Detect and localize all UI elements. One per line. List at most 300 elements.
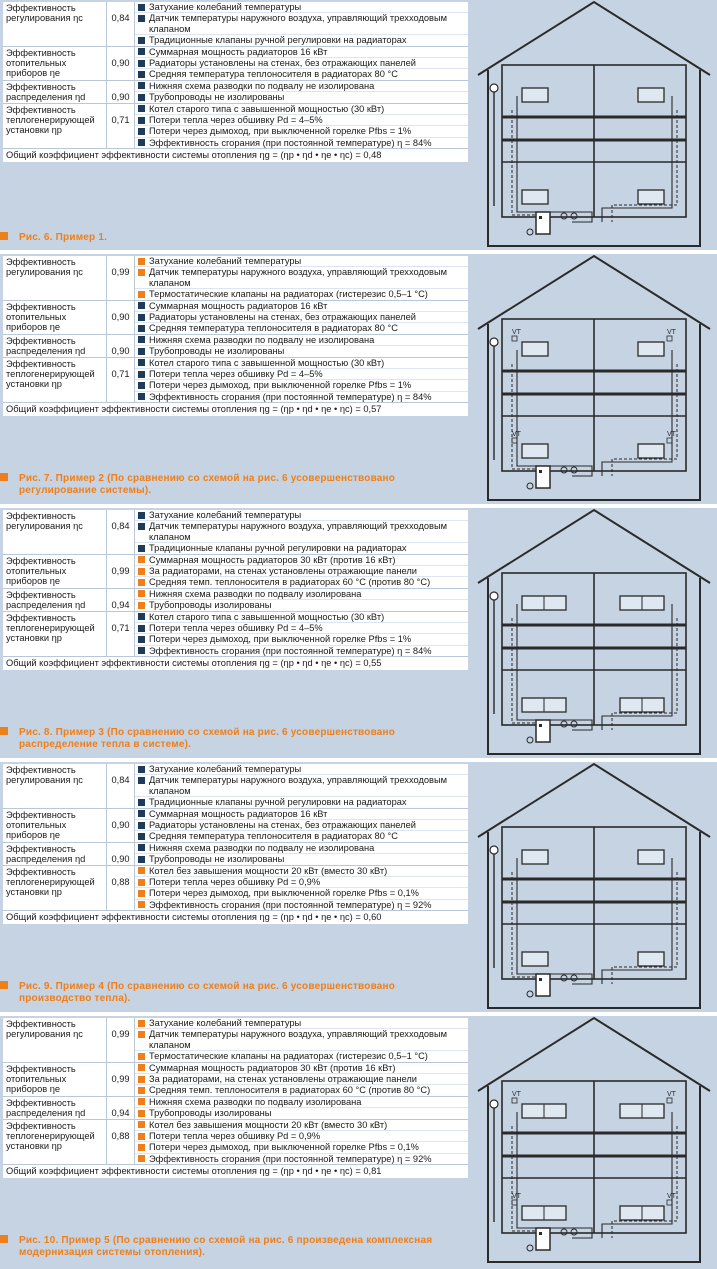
item-text: Затухание колебаний температуры bbox=[149, 764, 302, 774]
row-value: 0,71 bbox=[106, 104, 135, 149]
list-item bbox=[135, 775, 468, 797]
roof-outline bbox=[478, 1018, 710, 1091]
item-text: Трубопроводы не изолированы bbox=[149, 346, 285, 357]
list-item bbox=[135, 256, 468, 267]
table-row bbox=[3, 1063, 468, 1097]
item-text: Термостатические клапаны на радиаторах (гистерезис 0,5–1 °С) bbox=[149, 1051, 428, 1062]
row-label: Эффективность регулирования ηc bbox=[6, 257, 83, 278]
square-bullet-icon bbox=[138, 568, 145, 575]
square-bullet-icon bbox=[138, 1053, 145, 1060]
list-item bbox=[135, 138, 468, 148]
row-value: 0,90 bbox=[106, 843, 135, 865]
row-items bbox=[135, 47, 468, 80]
item-text: Эффективность сгорания (при постоянной температуре) η = 84% bbox=[149, 645, 432, 656]
item-text: Эффективность сгорания (при постоянной температуре) η = 84% bbox=[149, 391, 432, 402]
thermostatic-valve-label: VT bbox=[512, 431, 521, 438]
list-item bbox=[135, 1018, 468, 1029]
square-marker-icon bbox=[0, 981, 8, 989]
list-item bbox=[135, 289, 468, 299]
item-text: Датчик температуры наружного воздуха, управляющий трехходовым клапаном bbox=[149, 521, 448, 542]
square-bullet-icon bbox=[138, 302, 145, 309]
list-item bbox=[135, 1108, 468, 1118]
item-text: Трубопроводы не изолированы bbox=[149, 854, 285, 865]
roof-outline bbox=[478, 510, 710, 583]
item-text: Потери через дымоход, при выключенной горелке Pfbs = 0,1% bbox=[149, 1142, 419, 1153]
list-item bbox=[135, 1142, 468, 1153]
list-item bbox=[135, 312, 468, 323]
thermostatic-valve-icon bbox=[667, 1200, 672, 1205]
item-text: Эффективность сгорания (при постоянной температуре) η = 92% bbox=[149, 899, 432, 910]
item-text: Радиаторы установлены на стенах, без отражающих панелей bbox=[149, 58, 416, 69]
table-row bbox=[3, 612, 468, 658]
list-item bbox=[135, 301, 468, 312]
item-text: Затухание колебаний температуры bbox=[149, 256, 302, 266]
efficiency-table bbox=[3, 510, 468, 670]
item-text: Потери тепла через обшивку Pd = 0,9% bbox=[149, 877, 321, 888]
item-text: Потери тепла через обшивку Pd = 0,9% bbox=[149, 1131, 321, 1142]
return-pipe bbox=[612, 872, 677, 984]
square-bullet-icon bbox=[138, 48, 145, 55]
mixing-valve-icon bbox=[571, 1229, 577, 1235]
list-item bbox=[135, 267, 468, 289]
square-bullet-icon bbox=[138, 325, 145, 332]
three-way-valve-icon bbox=[561, 975, 567, 981]
square-bullet-icon bbox=[138, 269, 145, 276]
square-bullet-icon bbox=[138, 291, 145, 298]
square-bullet-icon bbox=[138, 1155, 145, 1162]
table-row bbox=[3, 1097, 468, 1120]
square-bullet-icon bbox=[138, 844, 145, 851]
radiator-icon bbox=[522, 850, 548, 864]
square-bullet-icon bbox=[138, 71, 145, 78]
list-item bbox=[135, 335, 468, 346]
square-bullet-icon bbox=[138, 382, 145, 389]
figure-caption: Рис. 6. Пример 1. bbox=[19, 232, 439, 244]
table-row bbox=[3, 2, 468, 47]
return-pipe bbox=[612, 1126, 677, 1238]
square-bullet-icon bbox=[138, 371, 145, 378]
square-bullet-icon bbox=[138, 833, 145, 840]
row-value: 0,71 bbox=[106, 358, 135, 403]
item-text: Трубопроводы изолированы bbox=[149, 1108, 272, 1119]
boiler-indicator bbox=[539, 1232, 542, 1235]
house-heating-diagram bbox=[472, 0, 716, 250]
thermostatic-valve-icon bbox=[667, 438, 672, 443]
item-text: Суммарная мощность радиаторов 30 кВт (против 16 кВт) bbox=[149, 1062, 396, 1073]
square-bullet-icon bbox=[138, 1121, 145, 1128]
item-text: Затухание колебаний температуры bbox=[149, 510, 302, 520]
efficiency-table bbox=[3, 1018, 468, 1178]
item-text: Котел без завышения мощности 20 кВт (вместо 30 кВт) bbox=[149, 1119, 388, 1130]
row-value: 0,94 bbox=[106, 589, 135, 611]
pump-icon bbox=[527, 483, 533, 489]
square-bullet-icon bbox=[138, 1031, 145, 1038]
row-value: 0,90 bbox=[106, 47, 135, 80]
square-bullet-icon bbox=[138, 879, 145, 886]
row-label: Эффективность отопительных приборов ηe bbox=[6, 301, 76, 333]
list-item bbox=[135, 92, 468, 102]
list-item bbox=[135, 47, 468, 58]
example-panel bbox=[0, 0, 717, 250]
thermostatic-valve-icon bbox=[512, 1098, 517, 1103]
square-bullet-icon bbox=[138, 393, 145, 400]
item-text: Нижняя схема разводки по подвалу не изолирована bbox=[149, 80, 375, 91]
row-value: 0,90 bbox=[106, 301, 135, 334]
figure-caption: Рис. 7. Пример 2 (По сравнению со схемой на рис. 6 усовершенствовано регулирование системы). bbox=[19, 473, 439, 497]
table-row bbox=[3, 510, 468, 555]
list-item bbox=[135, 1074, 468, 1085]
list-item bbox=[135, 35, 468, 45]
list-item bbox=[135, 1063, 468, 1074]
example-panel bbox=[0, 254, 717, 504]
efficiency-table bbox=[3, 2, 468, 162]
table-row bbox=[3, 81, 468, 104]
item-text: За радиаторами, на стенах установлены отражающие панели bbox=[149, 566, 417, 577]
item-text: Датчик температуры наружного воздуха, управляющий трехходовым клапаном bbox=[149, 1029, 448, 1050]
square-bullet-icon bbox=[138, 512, 145, 519]
square-bullet-icon bbox=[138, 625, 145, 632]
row-label: Эффективность отопительных приборов ηe bbox=[6, 1063, 76, 1095]
row-value: 0,71 bbox=[106, 612, 135, 657]
square-bullet-icon bbox=[138, 579, 145, 586]
square-bullet-icon bbox=[138, 523, 145, 530]
row-value: 0,99 bbox=[106, 555, 135, 588]
item-text: Котел старого типа с завышенной мощностью (30 кВт) bbox=[149, 357, 385, 368]
square-bullet-icon bbox=[138, 117, 145, 124]
table-row bbox=[3, 589, 468, 612]
row-items bbox=[135, 764, 468, 808]
square-bullet-icon bbox=[138, 1110, 145, 1117]
example-panel bbox=[0, 508, 717, 758]
roof-outline bbox=[478, 256, 710, 329]
square-bullet-icon bbox=[138, 890, 145, 897]
square-bullet-icon bbox=[138, 258, 145, 265]
item-text: Трубопроводы изолированы bbox=[149, 600, 272, 611]
row-items bbox=[135, 301, 468, 334]
square-bullet-icon bbox=[138, 647, 145, 654]
row-label: Эффективность регулирования ηc bbox=[6, 3, 83, 24]
square-marker-icon bbox=[0, 727, 8, 735]
item-text: Традиционные клапаны ручной регулировки на радиаторах bbox=[149, 797, 407, 808]
item-text: Средняя температура теплоносителя в радиаторах 80 °С bbox=[149, 831, 398, 842]
thermostatic-valve-icon bbox=[512, 1200, 517, 1205]
row-label: Эффективность распределения ηd bbox=[6, 843, 86, 865]
table-row bbox=[3, 809, 468, 843]
square-bullet-icon bbox=[138, 1087, 145, 1094]
pump-icon bbox=[527, 737, 533, 743]
row-items bbox=[135, 809, 468, 842]
row-items bbox=[135, 335, 468, 357]
square-bullet-icon bbox=[138, 359, 145, 366]
row-items bbox=[135, 256, 468, 300]
boiler-indicator bbox=[539, 978, 542, 981]
radiator-icon bbox=[522, 342, 548, 356]
mixing-valve-icon bbox=[571, 213, 577, 219]
item-text: Потери через дымоход, при выключенной горелке Pfbs = 1% bbox=[149, 634, 412, 645]
square-bullet-icon bbox=[138, 348, 145, 355]
thermostatic-valve-icon bbox=[667, 1098, 672, 1103]
row-value: 0,90 bbox=[106, 809, 135, 842]
list-item bbox=[135, 369, 468, 380]
radiator-icon bbox=[638, 952, 664, 966]
row-label: Эффективность отопительных приборов ηe bbox=[6, 809, 76, 841]
row-items bbox=[135, 843, 468, 865]
item-text: Суммарная мощность радиаторов 16 кВт bbox=[149, 300, 328, 311]
three-way-valve-icon bbox=[561, 213, 567, 219]
table-row bbox=[3, 843, 468, 866]
outdoor-sensor-icon bbox=[490, 592, 498, 600]
boiler-icon bbox=[536, 1228, 550, 1250]
square-bullet-icon bbox=[138, 1020, 145, 1027]
list-item bbox=[135, 13, 468, 35]
row-value: 0,84 bbox=[106, 510, 135, 554]
list-item bbox=[135, 555, 468, 566]
item-text: Эффективность сгорания (при постоянной температуре) η = 84% bbox=[149, 137, 432, 148]
list-item bbox=[135, 797, 468, 807]
list-item bbox=[135, 831, 468, 841]
boiler-icon bbox=[536, 212, 550, 234]
boiler-indicator bbox=[539, 216, 542, 219]
square-bullet-icon bbox=[138, 867, 145, 874]
list-item bbox=[135, 1051, 468, 1061]
house-heating-diagram bbox=[472, 762, 716, 1012]
square-bullet-icon bbox=[138, 37, 145, 44]
row-value: 0,99 bbox=[106, 1063, 135, 1096]
radiator-icon bbox=[522, 88, 548, 102]
row-label: Эффективность теплогенерирующей установки ηp bbox=[6, 358, 95, 390]
square-bullet-icon bbox=[138, 4, 145, 11]
table-row bbox=[3, 1120, 468, 1166]
item-text: Нижняя схема разводки по подвалу изолирована bbox=[149, 588, 362, 599]
row-value: 0,84 bbox=[106, 764, 135, 808]
item-text: Потери тепла через обшивку Pd = 4–5% bbox=[149, 369, 323, 380]
table-row bbox=[3, 335, 468, 358]
three-way-valve-icon bbox=[561, 721, 567, 727]
item-text: Нижняя схема разводки по подвалу не изолирована bbox=[149, 842, 375, 853]
thermostatic-valve-label: VT bbox=[512, 1193, 521, 1200]
list-item bbox=[135, 1154, 468, 1164]
row-value: 0,99 bbox=[106, 1018, 135, 1062]
list-item bbox=[135, 1029, 468, 1051]
boiler-indicator bbox=[539, 724, 542, 727]
item-text: Средняя темп. теплоносителя в радиаторах 60 °С (против 80 °С) bbox=[149, 1085, 431, 1096]
figure-caption: Рис. 9. Пример 4 (По сравнению со схемой на рис. 6 усовершенствовано производство тепла). bbox=[19, 981, 439, 1005]
list-item bbox=[135, 2, 468, 13]
row-label: Эффективность отопительных приборов ηe bbox=[6, 47, 76, 79]
table-row bbox=[3, 1018, 468, 1063]
item-text: Датчик температуры наружного воздуха, управляющий трехходовым клапаном bbox=[149, 775, 448, 796]
item-text: Нижняя схема разводки по подвалу не изолирована bbox=[149, 334, 375, 345]
pump-icon bbox=[527, 229, 533, 235]
row-items bbox=[135, 1018, 468, 1062]
row-value: 0,90 bbox=[106, 81, 135, 103]
square-bullet-icon bbox=[138, 799, 145, 806]
square-marker-icon bbox=[0, 1235, 8, 1243]
list-item bbox=[135, 877, 468, 888]
radiator-icon bbox=[522, 444, 548, 458]
square-bullet-icon bbox=[138, 336, 145, 343]
square-bullet-icon bbox=[138, 1098, 145, 1105]
list-item bbox=[135, 612, 468, 623]
total-efficiency-row: Общий коэффициент эффективности системы отопления ηg = (ηp • ηd • ηe • ηc) = 0,55 bbox=[6, 658, 382, 669]
item-text: Суммарная мощность радиаторов 30 кВт (против 16 кВт) bbox=[149, 554, 396, 565]
thermostatic-valve-icon bbox=[512, 438, 517, 443]
item-text: Термостатические клапаны на радиаторах (гистерезис 0,5–1 °С) bbox=[149, 289, 428, 300]
return-pipe bbox=[612, 618, 677, 730]
square-bullet-icon bbox=[138, 590, 145, 597]
square-bullet-icon bbox=[138, 105, 145, 112]
square-bullet-icon bbox=[138, 856, 145, 863]
list-item bbox=[135, 866, 468, 877]
total-efficiency-row: Общий коэффициент эффективности системы отопления ηg = (ηp • ηd • ηe • ηc) = 0,48 bbox=[6, 150, 382, 161]
list-item bbox=[135, 566, 468, 577]
mixing-valve-icon bbox=[571, 975, 577, 981]
item-text: Средняя темп. теплоносителя в радиаторах 60 °С (против 80 °С) bbox=[149, 577, 431, 588]
thermostatic-valve-icon bbox=[512, 336, 517, 341]
list-item bbox=[135, 843, 468, 854]
item-text: Затухание колебаний температуры bbox=[149, 1018, 302, 1028]
mixing-valve-icon bbox=[571, 721, 577, 727]
row-label: Эффективность распределения ηd bbox=[6, 589, 86, 611]
return-pipe bbox=[612, 364, 677, 476]
list-item bbox=[135, 1131, 468, 1142]
table-row bbox=[3, 866, 468, 912]
square-bullet-icon bbox=[138, 128, 145, 135]
list-item bbox=[135, 888, 468, 899]
item-text: Традиционные клапаны ручной регулировки на радиаторах bbox=[149, 35, 407, 46]
list-item bbox=[135, 577, 468, 587]
list-item bbox=[135, 358, 468, 369]
square-bullet-icon bbox=[138, 766, 145, 773]
square-bullet-icon bbox=[138, 822, 145, 829]
radiator-icon bbox=[638, 190, 664, 204]
table-row bbox=[3, 301, 468, 335]
pump-icon bbox=[527, 991, 533, 997]
table-row bbox=[3, 764, 468, 809]
list-item bbox=[135, 600, 468, 610]
boiler-icon bbox=[536, 974, 550, 996]
list-item bbox=[135, 623, 468, 634]
square-bullet-icon bbox=[138, 1144, 145, 1151]
roof-outline bbox=[478, 764, 710, 837]
item-text: Котел без завышения мощности 20 кВт (вместо 30 кВт) bbox=[149, 865, 388, 876]
row-items bbox=[135, 510, 468, 554]
list-item bbox=[135, 69, 468, 79]
outdoor-sensor-icon bbox=[490, 846, 498, 854]
boiler-indicator bbox=[539, 470, 542, 473]
row-items bbox=[135, 1063, 468, 1096]
item-text: Затухание колебаний температуры bbox=[149, 2, 302, 12]
item-text: Котел старого типа с завышенной мощностью (30 кВт) bbox=[149, 103, 385, 114]
list-item bbox=[135, 854, 468, 864]
item-text: Датчик температуры наружного воздуха, управляющий трехходовым клапаном bbox=[149, 267, 448, 288]
row-value: 0,88 bbox=[106, 866, 135, 911]
house-heating-diagram bbox=[472, 1016, 716, 1266]
example-panel bbox=[0, 762, 717, 1012]
thermostatic-valve-label: VT bbox=[667, 431, 676, 438]
item-text: Традиционные клапаны ручной регулировки на радиаторах bbox=[149, 543, 407, 554]
item-text: Трубопроводы не изолированы bbox=[149, 92, 285, 103]
table-row bbox=[3, 555, 468, 589]
radiator-icon bbox=[638, 850, 664, 864]
house-heating-diagram bbox=[472, 508, 716, 758]
outdoor-sensor-icon bbox=[490, 1100, 498, 1108]
list-item bbox=[135, 104, 468, 115]
figure-caption: Рис. 8. Пример 3 (По сравнению со схемой на рис. 6 усовершенствовано распределение тепла в системе). bbox=[19, 727, 439, 751]
square-bullet-icon bbox=[138, 545, 145, 552]
row-items bbox=[135, 2, 468, 46]
list-item bbox=[135, 820, 468, 831]
radiator-icon bbox=[638, 342, 664, 356]
square-bullet-icon bbox=[138, 82, 145, 89]
list-item bbox=[135, 323, 468, 333]
total-efficiency-row: Общий коэффициент эффективности системы отопления ηg = (ηp • ηd • ηe • ηc) = 0,57 bbox=[6, 404, 382, 415]
item-text: Потери тепла через обшивку Pd = 4–5% bbox=[149, 623, 323, 634]
item-text: Средняя температура теплоносителя в радиаторах 80 °С bbox=[149, 323, 398, 334]
efficiency-table bbox=[3, 764, 468, 924]
item-text: Суммарная мощность радиаторов 16 кВт bbox=[149, 808, 328, 819]
thermostatic-valve-label: VT bbox=[667, 329, 676, 336]
item-text: Потери через дымоход, при выключенной горелке Pfbs = 1% bbox=[149, 380, 412, 391]
item-text: Котел старого типа с завышенной мощностью (30 кВт) bbox=[149, 611, 385, 622]
row-label: Эффективность теплогенерирующей установки ηp bbox=[6, 866, 95, 898]
table-row bbox=[3, 358, 468, 404]
list-item bbox=[135, 543, 468, 553]
list-item bbox=[135, 521, 468, 543]
square-bullet-icon bbox=[138, 15, 145, 22]
return-pipe bbox=[612, 110, 677, 222]
square-bullet-icon bbox=[138, 139, 145, 146]
boiler-icon bbox=[536, 466, 550, 488]
row-label: Эффективность теплогенерирующей установки ηp bbox=[6, 1120, 95, 1152]
item-text: Потери через дымоход, при выключенной горелке Pfbs = 1% bbox=[149, 126, 412, 137]
list-item bbox=[135, 346, 468, 356]
square-bullet-icon bbox=[138, 314, 145, 321]
row-items bbox=[135, 104, 468, 149]
list-item bbox=[135, 58, 468, 69]
figure-caption: Рис. 10. Пример 5 (По сравнению со схемой на рис. 6 произведена комплексная модернизация системы отопления). bbox=[19, 1235, 439, 1259]
square-bullet-icon bbox=[138, 556, 145, 563]
table-row bbox=[3, 104, 468, 150]
list-item bbox=[135, 1085, 468, 1095]
total-efficiency-row: Общий коэффициент эффективности системы отопления ηg = (ηp • ηd • ηe • ηc) = 0,60 bbox=[6, 912, 382, 923]
item-text: Потери через дымоход, при выключенной горелке Pfbs = 0,1% bbox=[149, 888, 419, 899]
row-items bbox=[135, 1120, 468, 1165]
boiler-icon bbox=[536, 720, 550, 742]
item-text: Средняя температура теплоносителя в радиаторах 80 °С bbox=[149, 69, 398, 80]
thermostatic-valve-label: VT bbox=[667, 1193, 676, 1200]
thermostatic-valve-label: VT bbox=[512, 1091, 521, 1098]
house-heating-diagram bbox=[472, 254, 716, 504]
square-bullet-icon bbox=[138, 901, 145, 908]
square-bullet-icon bbox=[138, 94, 145, 101]
row-value: 0,90 bbox=[106, 335, 135, 357]
row-label: Эффективность регулирования ηc bbox=[6, 1019, 83, 1040]
list-item bbox=[135, 764, 468, 775]
row-label: Эффективность распределения ηd bbox=[6, 81, 86, 103]
row-value: 0,84 bbox=[106, 2, 135, 46]
square-bullet-icon bbox=[138, 60, 145, 67]
list-item bbox=[135, 126, 468, 137]
radiator-icon bbox=[522, 190, 548, 204]
item-text: Суммарная мощность радиаторов 16 кВт bbox=[149, 46, 328, 57]
square-marker-icon bbox=[0, 232, 8, 240]
list-item bbox=[135, 380, 468, 391]
list-item bbox=[135, 115, 468, 126]
thermostatic-valve-icon bbox=[667, 336, 672, 341]
item-text: Радиаторы установлены на стенах, без отражающих панелей bbox=[149, 820, 416, 831]
row-items bbox=[135, 555, 468, 588]
